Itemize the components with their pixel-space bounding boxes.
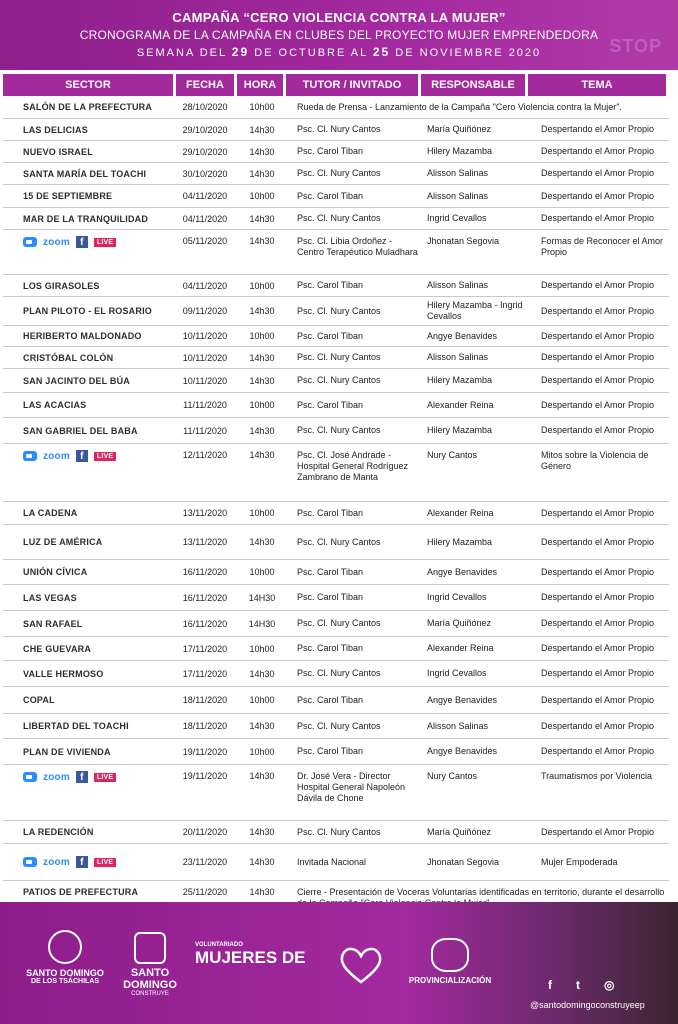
- santo-domingo-construye-logo: SANTO DOMINGO CONSTRUYE: [120, 932, 180, 997]
- tutor-cell: Psc. Carol Tiban: [297, 566, 364, 577]
- facebook-icon: f: [76, 236, 88, 248]
- table-row: [3, 185, 669, 208]
- topic-cell: Despertando el Amor Propio: [541, 280, 655, 290]
- date-cell: 19/11/2020: [182, 746, 228, 757]
- sector-cell: LAS DELICIAS: [23, 124, 88, 135]
- tutor-cell: Psc. Carol Tiban: [297, 280, 364, 290]
- responsible-cell: Alisson Salinas: [427, 352, 489, 362]
- responsible-cell: Ingrid Cevallos: [427, 592, 487, 602]
- responsible-cell: Angye Benavides: [427, 694, 498, 705]
- header-banner: [0, 0, 678, 70]
- date-cell: 18/11/2020: [182, 721, 228, 731]
- heart-logo: [335, 942, 387, 986]
- sector-cell: LUZ DE AMÉRICA: [23, 537, 103, 547]
- social-icons: [548, 978, 614, 992]
- tutor-cell: Psc. Cl. Nury Cantos: [297, 425, 381, 435]
- time-cell: 10h00: [249, 746, 275, 757]
- table-row: [3, 821, 669, 844]
- tutor-cell: Psc. Cl. Nury Cantos: [297, 826, 381, 837]
- time-cell: 10h00: [249, 280, 275, 291]
- live-label: LIVE: [94, 452, 116, 461]
- sector-cell: [3, 765, 173, 820]
- sector-cell: SALÓN DE LA PREFECTURA: [23, 102, 153, 112]
- tutor-cell: Invitada Nacional: [297, 856, 367, 867]
- responsible-cell: Alisson Salinas: [427, 168, 489, 178]
- responsible-cell: Ingrid Cevallos: [427, 213, 487, 223]
- table-row: [3, 637, 669, 661]
- sector-cell: PLAN DE VIVIENDA: [23, 746, 111, 757]
- sector-cell: MAR DE LA TRANQUILIDAD: [23, 213, 149, 224]
- table-row: [3, 369, 669, 393]
- tutor-cell: Psc. Cl. Libia Ordoñez - Centro Terapéutico Muladhara: [297, 236, 418, 257]
- date-cell: 29/10/2020: [182, 146, 228, 157]
- date-cell: 16/11/2020: [182, 618, 228, 629]
- live-label: LIVE: [94, 858, 116, 867]
- sector-cell: [3, 444, 173, 501]
- tutor-cell: Psc. Cl. Nury Cantos: [297, 305, 381, 316]
- table-row: [3, 765, 669, 821]
- topic-cell: Despertando el Amor Propio: [541, 352, 655, 362]
- table-row: [3, 418, 669, 444]
- time-cell: 10h00: [249, 191, 275, 201]
- table-row: [3, 119, 669, 141]
- time-cell: 14h30: [249, 168, 275, 179]
- time-cell: 14h30: [249, 213, 275, 224]
- time-cell: 14h30: [249, 857, 275, 867]
- mujeres-de-logo: VOLUNTARIADO MUJERES DE: [195, 942, 306, 967]
- date-cell: 16/11/2020: [182, 567, 228, 577]
- time-cell: 14h30: [249, 124, 275, 135]
- tutor-cell: Psc. Cl. Nury Cantos: [297, 124, 381, 134]
- prefectura-logo: SANTO DOMINGO DE LOS TSÁCHILAS: [20, 930, 110, 985]
- responsible-cell: Alisson Salinas: [427, 190, 489, 201]
- date-cell: 17/11/2020: [182, 668, 228, 679]
- topic-cell: Despertando el Amor Propio: [541, 399, 655, 410]
- topic-cell: Despertando el Amor Propio: [541, 213, 655, 223]
- time-cell: 14h30: [249, 721, 275, 731]
- topic-cell: Despertando el Amor Propio: [541, 746, 655, 756]
- date-cell: 25/11/2020: [182, 887, 228, 897]
- responsible-cell: Angye Benavides: [427, 566, 498, 577]
- table-row: [3, 230, 669, 275]
- time-cell: 10h00: [249, 567, 275, 577]
- sector-cell: PLAN PILOTO - EL ROSARIO: [23, 306, 152, 316]
- facebook-icon[interactable]: f: [548, 978, 552, 992]
- responsible-cell: Hilery Mazamba: [427, 375, 493, 385]
- responsible-cell: Jhonatan Segovia: [427, 236, 500, 246]
- sector-cell: [3, 230, 173, 274]
- tutor-cell: Psc. Cl. Nury Cantos: [297, 668, 381, 678]
- responsible-cell: Hilery Mazamba: [427, 425, 493, 435]
- time-cell: 14H30: [248, 618, 276, 629]
- topic-cell: Despertando el Amor Propio: [541, 694, 655, 705]
- sector-cell: COPAL: [23, 695, 55, 705]
- time-cell: 14h30: [249, 425, 275, 436]
- table-row: [3, 611, 669, 637]
- time-cell: 14h30: [249, 236, 275, 246]
- responsible-cell: Alexander Reina: [427, 507, 494, 518]
- campaign-week: SEMANA DEL 29 DE OCTUBRE AL 25 DE NOVIEMBRE 2020: [136, 45, 542, 59]
- topic-cell: Despertando el Amor Propio: [541, 618, 655, 628]
- topic-cell: Despertando el Amor Propio: [541, 146, 655, 156]
- zoom-icon: [23, 451, 37, 461]
- event-description-cell: Rueda de Prensa - Lanzamiento de la Campaña "Cero Violencia contra la Mujer".: [297, 101, 622, 112]
- sector-cell: UNIÓN CÍVICA: [23, 567, 88, 577]
- time-cell: 10h00: [249, 695, 275, 705]
- table-row: [3, 297, 669, 326]
- responsible-cell: Hilery Mazamba - Ingrid Cevallos: [427, 300, 523, 321]
- col-sector: SECTOR: [3, 74, 173, 96]
- topic-cell: Despertando el Amor Propio: [541, 375, 655, 385]
- date-cell: 29/10/2020: [182, 124, 228, 135]
- social-handle: @santodomingoconstruyeep: [530, 1000, 645, 1010]
- sector-cell: CHE GUEVARA: [23, 643, 92, 654]
- responsible-cell: María Quiñónez: [427, 618, 492, 628]
- time-cell: 14h30: [249, 146, 275, 157]
- date-cell: 10/11/2020: [182, 375, 228, 386]
- table-row: [3, 502, 669, 525]
- topic-cell: Despertando el Amor Propio: [541, 124, 655, 134]
- live-label: LIVE: [94, 773, 116, 782]
- tutor-cell: Psc. Carol Tiban: [297, 507, 364, 518]
- table-row: [3, 393, 669, 418]
- zoom-live-badge: [23, 450, 116, 462]
- topic-cell: Despertando el Amor Propio: [541, 507, 655, 518]
- sector-cell: NUEVO ISRAEL: [23, 146, 93, 157]
- responsible-cell: Hilery Mazamba: [427, 536, 493, 547]
- sector-cell: SAN JACINTO DEL BÚA: [23, 375, 130, 386]
- tutor-cell: Psc. Cl. Nury Cantos: [297, 213, 381, 223]
- date-cell: 23/11/2020: [182, 857, 228, 867]
- tutor-cell: Psc. Carol Tiban: [297, 694, 364, 705]
- table-row: [3, 141, 669, 163]
- responsible-cell: María Quiñónez: [427, 826, 492, 837]
- time-cell: 14h30: [249, 668, 275, 679]
- date-cell: 09/11/2020: [182, 306, 228, 316]
- tutor-cell: Psc. Cl. Nury Cantos: [297, 720, 381, 731]
- sector-cell: 15 DE SEPTIEMBRE: [23, 191, 113, 201]
- date-cell: 04/11/2020: [182, 191, 228, 201]
- sector-cell: SAN RAFAEL: [23, 618, 83, 629]
- table-body: [3, 96, 669, 924]
- tutor-cell: Psc. Cl. Nury Cantos: [297, 618, 381, 628]
- facebook-icon: f: [76, 450, 88, 462]
- zoom-label: zoom: [43, 236, 70, 248]
- responsible-cell: Nury Cantos: [427, 450, 478, 460]
- time-cell: 14H30: [248, 592, 276, 603]
- sector-cell: HERIBERTO MALDONADO: [23, 331, 142, 341]
- tutor-cell: Psc. Carol Tiban: [297, 146, 364, 156]
- tutor-cell: Psc. Cl. José Andrade - Hospital General Rodríguez Zambrano de Manta: [297, 450, 409, 482]
- responsible-cell: Hilery Mazamba: [427, 146, 493, 156]
- topic-cell: Despertando el Amor Propio: [541, 168, 655, 178]
- time-cell: 14h30: [249, 771, 275, 781]
- table-row: [3, 661, 669, 687]
- zoom-live-badge: [23, 771, 116, 783]
- date-cell: 13/11/2020: [182, 508, 228, 518]
- table-row: [3, 275, 669, 297]
- table-row: [3, 347, 669, 369]
- table-row: [3, 444, 669, 502]
- tutor-cell: Psc. Cl. Nury Cantos: [297, 352, 381, 362]
- twitter-icon[interactable]: t: [576, 978, 580, 992]
- tutor-cell: Psc. Carol Tiban: [297, 330, 364, 341]
- date-cell: 30/10/2020: [182, 168, 228, 179]
- zoom-label: zoom: [43, 771, 70, 783]
- provincializacion-logo: PROVINCIALIZACIÓN: [400, 938, 500, 985]
- table-row: [3, 687, 669, 714]
- topic-cell: Traumatismos por Violencia: [541, 771, 653, 781]
- date-cell: 20/11/2020: [182, 827, 228, 837]
- time-cell: 10h00: [249, 400, 275, 410]
- table-row: [3, 326, 669, 347]
- sector-cell: VALLE HERMOSO: [23, 668, 104, 679]
- sector-cell: CRISTÓBAL COLÓN: [23, 352, 114, 363]
- table-row: [3, 714, 669, 739]
- sector-cell: PATIOS DE PREFECTURA: [23, 887, 139, 897]
- col-tema: TEMA: [528, 74, 666, 96]
- responsible-cell: Ingrid Cevallos: [427, 668, 487, 678]
- date-cell: 04/11/2020: [182, 280, 228, 291]
- topic-cell: Despertando el Amor Propio: [541, 425, 655, 435]
- time-cell: 14h30: [249, 352, 275, 363]
- time-cell: 10h00: [249, 508, 275, 518]
- date-cell: 05/11/2020: [182, 236, 228, 246]
- campaign-title: CAMPAÑA “CERO VIOLENCIA CONTRA LA MUJER”: [172, 10, 506, 25]
- date-cell: 11/11/2020: [183, 425, 227, 436]
- sector-cell: LA CADENA: [23, 508, 78, 518]
- tutor-cell: Dr. José Vera - Director Hospital General Napoleón Dávila de Chone: [297, 771, 406, 803]
- topic-cell: Despertando el Amor Propio: [541, 668, 655, 678]
- table-row: [3, 844, 669, 881]
- date-cell: 12/11/2020: [182, 450, 228, 460]
- sector-cell: SAN GABRIEL DEL BABA: [23, 425, 138, 436]
- col-tutor: TUTOR / INVITADO: [286, 74, 418, 96]
- schedule-table: [3, 74, 669, 924]
- zoom-icon: [23, 237, 37, 247]
- table-header: [3, 74, 669, 96]
- time-cell: 14h30: [249, 827, 275, 837]
- zoom-icon: [23, 857, 37, 867]
- date-cell: 28/10/2020: [182, 102, 228, 112]
- topic-cell: Despertando el Amor Propio: [541, 826, 655, 837]
- table-row: [3, 96, 669, 119]
- date-cell: 16/11/2020: [182, 592, 228, 603]
- topic-cell: Despertando el Amor Propio: [541, 305, 655, 316]
- tutor-cell: Psc. Cl. Nury Cantos: [297, 168, 381, 178]
- sector-cell: LAS VEGAS: [23, 592, 77, 603]
- responsible-cell: Nury Cantos: [427, 771, 478, 781]
- topic-cell: Despertando el Amor Propio: [541, 330, 655, 341]
- time-cell: 10h00: [249, 331, 275, 341]
- responsible-cell: Alexander Reina: [427, 643, 494, 653]
- topic-cell: Despertando el Amor Propio: [541, 720, 655, 731]
- time-cell: 14h30: [249, 375, 275, 386]
- date-cell: 10/11/2020: [182, 331, 228, 341]
- responsible-cell: Alisson Salinas: [427, 720, 489, 731]
- zoom-label: zoom: [43, 856, 70, 868]
- date-cell: 04/11/2020: [182, 213, 228, 224]
- time-cell: 14h30: [249, 306, 275, 316]
- date-cell: 11/11/2020: [183, 400, 227, 410]
- event-description-cell: Cierre - Presentación de Voceras Voluntarias identificadas en territorio, durante el desarrollo: [297, 887, 665, 897]
- heart-icon: [335, 942, 387, 986]
- time-cell: 14h30: [249, 450, 275, 460]
- sector-cell: LA REDENCIÓN: [23, 827, 94, 837]
- responsible-cell: Alexander Reina: [427, 399, 494, 410]
- time-cell: 10h00: [249, 102, 275, 112]
- sector-cell: SANTA MARÍA DEL TOACHI: [23, 168, 147, 179]
- time-cell: 10h00: [249, 643, 275, 654]
- topic-cell: Despertando el Amor Propio: [541, 536, 655, 547]
- date-cell: 19/11/2020: [182, 771, 228, 781]
- table-row: [3, 560, 669, 585]
- live-label: LIVE: [94, 238, 116, 247]
- date-cell: 13/11/2020: [182, 537, 228, 547]
- sector-cell: [3, 844, 173, 880]
- tutor-cell: Psc. Cl. Nury Cantos: [297, 375, 381, 385]
- col-fecha: FECHA: [176, 74, 234, 96]
- responsible-cell: Angye Benavides: [427, 330, 498, 341]
- zoom-live-badge: [23, 236, 116, 248]
- sector-cell: LIBERTAD DEL TOACHI: [23, 721, 129, 731]
- table-row: [3, 208, 669, 230]
- instagram-icon[interactable]: ◎: [604, 978, 615, 992]
- responsible-cell: María Quiñónez: [427, 124, 492, 134]
- zoom-label: zoom: [43, 450, 70, 462]
- stop-watermark: STOP: [609, 36, 662, 56]
- topic-cell: Despertando el Amor Propio: [541, 643, 655, 653]
- campaign-subtitle: CRONOGRAMA DE LA CAMPAÑA EN CLUBES DEL PROYECTO MUJER EMPRENDEDORA: [79, 28, 599, 42]
- topic-cell: Mitos sobre la Violencia de Género: [541, 450, 649, 471]
- tutor-cell: Psc. Cl. Nury Cantos: [297, 536, 381, 547]
- tutor-cell: Psc. Carol Tiban: [297, 399, 364, 410]
- sector-cell: LOS GIRASOLES: [23, 280, 100, 291]
- time-cell: 14h30: [249, 887, 275, 897]
- tutor-cell: Psc. Carol Tiban: [297, 643, 364, 653]
- table-row: [3, 585, 669, 611]
- time-cell: 14h30: [249, 537, 275, 547]
- facebook-icon: f: [76, 856, 88, 868]
- topic-cell: Despertando el Amor Propio: [541, 566, 655, 577]
- zoom-live-badge: [23, 856, 116, 868]
- table-row: [3, 525, 669, 560]
- col-responsable: RESPONSABLE: [421, 74, 525, 96]
- tutor-cell: Psc. Carol Tiban: [297, 190, 364, 201]
- date-cell: 17/11/2020: [182, 643, 228, 654]
- tutor-cell: Psc. Carol Tiban: [297, 746, 364, 756]
- responsible-cell: Angye Benavides: [427, 746, 498, 756]
- responsible-cell: Jhonatan Segovia: [427, 856, 500, 867]
- facebook-icon: f: [76, 771, 88, 783]
- zoom-icon: [23, 772, 37, 782]
- topic-cell: Despertando el Amor Propio: [541, 190, 655, 201]
- sector-cell: LAS ACACIAS: [23, 400, 87, 410]
- topic-cell: Formas de Reconocer el Amor Propio: [541, 236, 664, 257]
- col-hora: HORA: [237, 74, 283, 96]
- table-row: [3, 739, 669, 765]
- topic-cell: Mujer Empoderada: [541, 856, 618, 867]
- table-row: [3, 163, 669, 185]
- topic-cell: Despertando el Amor Propio: [541, 592, 655, 602]
- tutor-cell: Psc. Carol Tiban: [297, 592, 364, 602]
- responsible-cell: Alisson Salinas: [427, 280, 489, 290]
- date-cell: 18/11/2020: [182, 695, 228, 705]
- date-cell: 10/11/2020: [182, 352, 228, 363]
